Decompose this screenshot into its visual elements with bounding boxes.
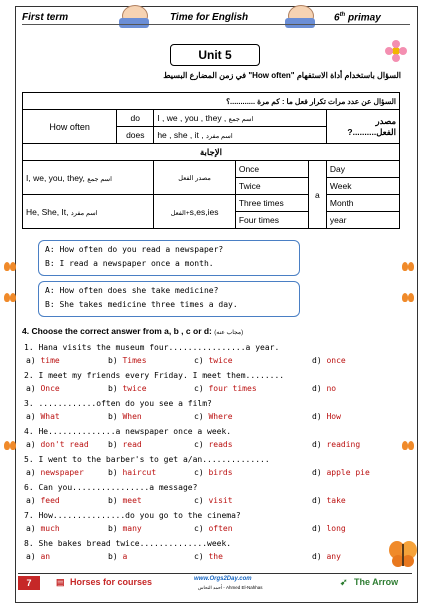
answer-option[interactable]: [194, 496, 233, 505]
option-text: twice: [122, 384, 147, 393]
option-letter: d): [312, 384, 322, 393]
option-text: Times: [122, 356, 147, 365]
unit-title: Unit 5: [170, 44, 260, 66]
do-pronouns-cell: I , we , you , they , اسم جمع: [154, 110, 327, 127]
option-letter: c): [194, 440, 204, 449]
option-text: four times: [208, 384, 257, 393]
dialog-box-2: [38, 281, 300, 317]
option-text: newspaper: [40, 468, 84, 477]
question-text: 7. How...............do you go to the cinema?: [24, 511, 241, 520]
answer-option[interactable]: [108, 468, 156, 477]
how-often-cell: How often: [23, 110, 117, 144]
question-text: 5. I went to the barber's to get a/an..............: [24, 455, 270, 464]
arrow-icon: ➹: [340, 577, 348, 587]
option-text: How: [326, 412, 341, 421]
option-letter: a): [26, 496, 36, 505]
answer-option[interactable]: [194, 524, 233, 533]
option-letter: b): [108, 356, 118, 365]
butterfly-icon: [4, 441, 16, 450]
option-text: birds: [208, 468, 233, 477]
option-text: many: [122, 524, 142, 533]
footer: [18, 573, 412, 592]
question-text: 3. ............often do you see a film?: [24, 399, 212, 408]
option-letter: a): [26, 384, 36, 393]
header-divider: [22, 24, 410, 25]
option-letter: b): [108, 552, 118, 561]
option-text: visit: [208, 496, 233, 505]
answer-plural-verb: مصدر الفعل: [154, 161, 236, 195]
option-text: take: [326, 496, 346, 505]
option-text: Where: [208, 412, 233, 421]
freq-three-times: Three times: [235, 195, 308, 212]
question-text: 1. Hana visits the museum four................a year.: [24, 343, 280, 352]
option-letter: c): [194, 524, 204, 533]
butterfly-illustration: [388, 540, 418, 568]
footer-brand: The Arrow: [354, 577, 399, 587]
answer-option[interactable]: [26, 468, 84, 477]
option-letter: a): [26, 440, 36, 449]
answer-option[interactable]: [26, 384, 60, 393]
question-text: 4. He..............a newspaper once a week.: [24, 427, 232, 436]
answer-option[interactable]: [194, 440, 233, 449]
option-letter: a): [26, 412, 36, 421]
grammar-table: [22, 92, 400, 229]
option-text: Once: [40, 384, 60, 393]
freq-twice: Twice: [235, 178, 308, 195]
period-day: Day: [326, 161, 399, 178]
book-icon: ▤: [56, 577, 65, 587]
answer-option[interactable]: [312, 440, 360, 449]
option-letter: c): [194, 412, 204, 421]
grade-label: 6th primay: [334, 12, 381, 24]
option-text: meet: [122, 496, 142, 505]
option-text: twice: [208, 356, 233, 365]
answer-option[interactable]: [312, 468, 370, 477]
does-pronouns-cell: he , she , it , اسم مفرد: [154, 127, 327, 144]
answer-option[interactable]: [108, 356, 147, 365]
answer-option[interactable]: [26, 496, 60, 505]
answer-option[interactable]: [312, 384, 336, 393]
question-text: 8. She bakes bread twice..............week.: [24, 539, 232, 548]
answer-option[interactable]: [194, 356, 233, 365]
dialog-1-question: A: How often do you read a newspaper?: [45, 245, 224, 254]
footer-book-title: Horses for courses: [70, 577, 153, 587]
option-letter: d): [312, 496, 322, 505]
page-number: 7: [18, 576, 40, 590]
term-label: First term: [22, 12, 69, 23]
option-letter: c): [194, 356, 204, 365]
option-letter: b): [108, 496, 118, 505]
does-cell: does: [117, 127, 154, 144]
option-text: long: [326, 524, 346, 533]
butterfly-icon: [402, 441, 414, 450]
period-month: Month: [326, 195, 399, 212]
answer-option[interactable]: [312, 496, 346, 505]
do-cell: do: [117, 110, 154, 127]
option-letter: c): [194, 468, 204, 477]
answer-plural-cell: I, we, you, they, اسم جمع: [23, 161, 154, 195]
answer-option[interactable]: [26, 412, 60, 421]
lesson-intro: السؤال باستخدام أداة الاستفهام "How often" في زمن المضارع البسيط: [163, 71, 401, 80]
footer-author: أحمد النحاس - Ahmed El-Nahhas: [198, 585, 263, 590]
option-text: reads: [208, 440, 233, 449]
option-text: time: [40, 356, 60, 365]
option-letter: c): [194, 384, 204, 393]
flower-icon: [385, 40, 407, 62]
answer-option[interactable]: [312, 356, 346, 365]
dialog-1-answer: B: I read a newspaper once a month.: [45, 259, 214, 268]
section-title: 4. Choose the correct answer from a, b , c or d: (مجاب عنه): [22, 326, 244, 336]
option-letter: b): [108, 384, 118, 393]
answer-option[interactable]: [312, 552, 341, 561]
option-letter: a): [26, 524, 36, 533]
answer-option[interactable]: [194, 384, 257, 393]
option-letter: b): [108, 524, 118, 533]
option-letter: d): [312, 552, 322, 561]
period-year: year: [326, 212, 399, 229]
option-text: a: [122, 552, 128, 561]
answer-singular-cell: He, She, It, اسم مفرد: [23, 195, 154, 229]
option-text: When: [122, 412, 142, 421]
answer-option[interactable]: [312, 412, 341, 421]
option-letter: b): [108, 412, 118, 421]
answer-option[interactable]: [26, 552, 50, 561]
answer-option[interactable]: [194, 552, 223, 561]
answer-option[interactable]: [108, 552, 127, 561]
book-title: Time for English: [170, 12, 249, 23]
option-text: any: [326, 552, 341, 561]
answer-option[interactable]: [194, 468, 233, 477]
option-text: an: [40, 552, 51, 561]
option-letter: d): [312, 356, 322, 365]
period-week: Week: [326, 178, 399, 195]
option-text: What: [40, 412, 60, 421]
answer-option[interactable]: [26, 524, 60, 533]
option-text: feed: [40, 496, 60, 505]
answer-option[interactable]: [26, 440, 89, 449]
dialog-2-answer: B: She takes medicine three times a day.: [45, 300, 238, 309]
butterfly-icon: [402, 293, 414, 302]
freq-four-times: Four times: [235, 212, 308, 229]
option-letter: d): [312, 412, 322, 421]
butterfly-icon: [4, 293, 16, 302]
freq-once: Once: [235, 161, 308, 178]
option-text: once: [326, 356, 346, 365]
option-text: reading: [326, 440, 361, 449]
option-text: much: [40, 524, 60, 533]
option-letter: a): [26, 468, 36, 477]
answer-singular-verb: الفعل+s,es,ies: [154, 195, 236, 229]
answer-option[interactable]: [194, 412, 233, 421]
answer-option[interactable]: [108, 440, 142, 449]
option-letter: b): [108, 440, 118, 449]
question-text: 2. I meet my friends every Friday. I meet them........: [24, 371, 285, 380]
answer-option[interactable]: [108, 412, 142, 421]
butterfly-icon: [402, 262, 414, 271]
question-text: 6. Can you................a message?: [24, 483, 198, 492]
butterfly-icon: [4, 262, 16, 271]
answer-option[interactable]: [312, 524, 346, 533]
option-letter: c): [194, 496, 204, 505]
answer-option[interactable]: [108, 384, 147, 393]
option-letter: a): [26, 552, 36, 561]
base-verb-cell: مصدر الفعل..........?: [326, 110, 399, 144]
answer-option[interactable]: [108, 524, 142, 533]
option-letter: b): [108, 468, 118, 477]
dialog-2-question: A: How often does she take medicine?: [45, 286, 219, 295]
answer-option[interactable]: [26, 356, 60, 365]
table-title: السؤال عن عدد مرات تكرار فعل ما : كم مرة ............؟: [23, 93, 400, 110]
option-text: the: [208, 552, 223, 561]
option-letter: d): [312, 440, 322, 449]
dialog-box-1: [38, 240, 300, 276]
option-text: haircut: [122, 468, 157, 477]
option-text: read: [122, 440, 142, 449]
answer-heading: الإجابة: [23, 144, 400, 161]
option-letter: a): [26, 356, 36, 365]
option-letter: d): [312, 524, 322, 533]
option-letter: d): [312, 468, 322, 477]
answer-option[interactable]: [108, 496, 142, 505]
option-text: often: [208, 524, 233, 533]
footer-website[interactable]: www.Orgs2Day.com: [194, 576, 252, 582]
option-text: apple pie: [326, 468, 370, 477]
option-letter: c): [194, 552, 204, 561]
option-text: no: [326, 384, 337, 393]
option-text: don't read: [40, 440, 89, 449]
article-a: a: [308, 161, 326, 229]
